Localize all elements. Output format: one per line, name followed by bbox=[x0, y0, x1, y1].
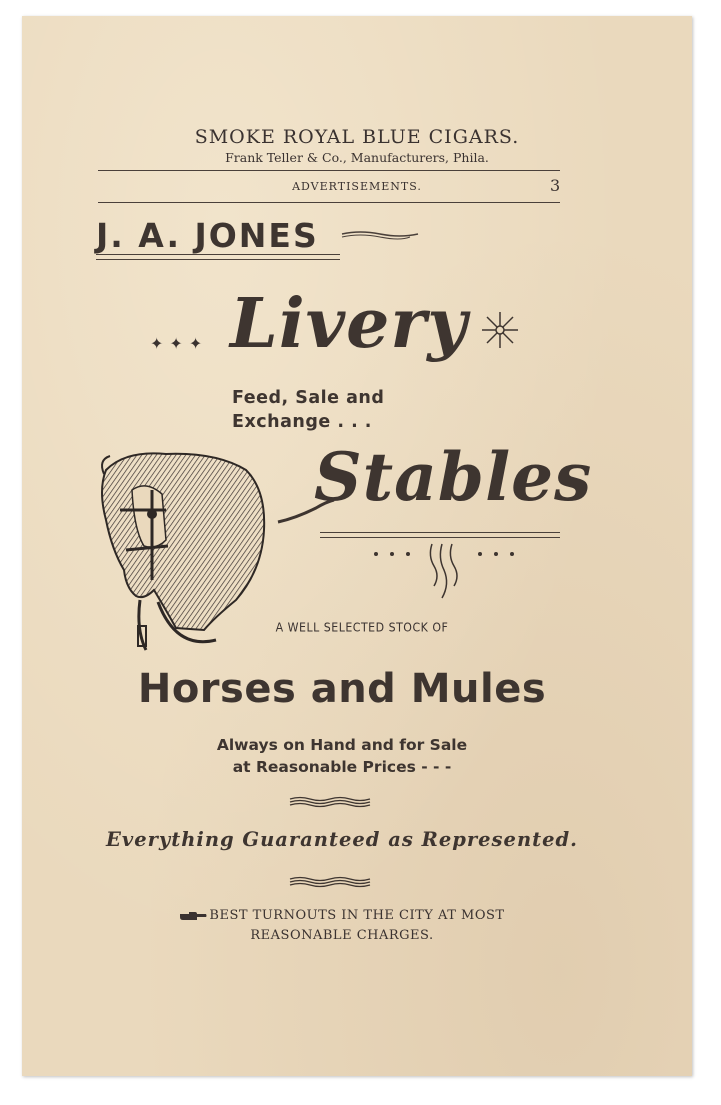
turnouts-line-1-text: BEST TURNOUTS IN THE CITY AT MOST bbox=[209, 908, 505, 923]
stables-title: Stables bbox=[314, 438, 593, 516]
turnouts-text bbox=[22, 906, 662, 946]
proprietor-name: J. A. JONES bbox=[96, 216, 319, 255]
advertisement-page bbox=[22, 16, 692, 1076]
services-line-2: Exchange . . . bbox=[232, 412, 372, 432]
wave-divider bbox=[288, 796, 372, 808]
cigar-ad: SMOKE ROYAL BLUE CIGARS. bbox=[194, 126, 520, 148]
availability-text bbox=[22, 734, 662, 778]
headline: Horses and Mules bbox=[137, 666, 547, 712]
asterisk-star-icon bbox=[480, 310, 520, 350]
wave-divider bbox=[288, 876, 372, 888]
manufacturer-line: Frank Teller & Co., Manufacturers, Phila. bbox=[225, 150, 489, 165]
header-rule-top bbox=[98, 170, 560, 171]
services-text bbox=[232, 386, 384, 434]
diamond-dots: ✦✦✦ bbox=[150, 334, 209, 353]
guarantee-text: Everything Guaranteed as Represented. bbox=[106, 828, 578, 851]
squiggle-ornament bbox=[370, 542, 520, 602]
availability-line-1: Always on Hand and for Sale bbox=[216, 736, 468, 754]
turnouts-line-1 bbox=[22, 906, 662, 926]
livery-title: Livery bbox=[230, 284, 468, 364]
proprietor-underline bbox=[96, 254, 340, 260]
section-title: ADVERTISEMENTS. bbox=[292, 180, 422, 193]
stables-underline bbox=[320, 532, 560, 538]
page-number: 3 bbox=[550, 176, 561, 195]
stock-intro: A WELL SELECTED STOCK OF bbox=[275, 620, 449, 635]
pointing-hand-icon bbox=[179, 910, 207, 922]
services-line-1: Feed, Sale and bbox=[232, 388, 385, 408]
flourish-ornament bbox=[340, 228, 420, 242]
header-rule-bottom bbox=[98, 202, 560, 203]
availability-line-2: at Reasonable Prices - - - bbox=[232, 758, 452, 776]
turnouts-line-2: REASONABLE CHARGES. bbox=[250, 928, 434, 943]
